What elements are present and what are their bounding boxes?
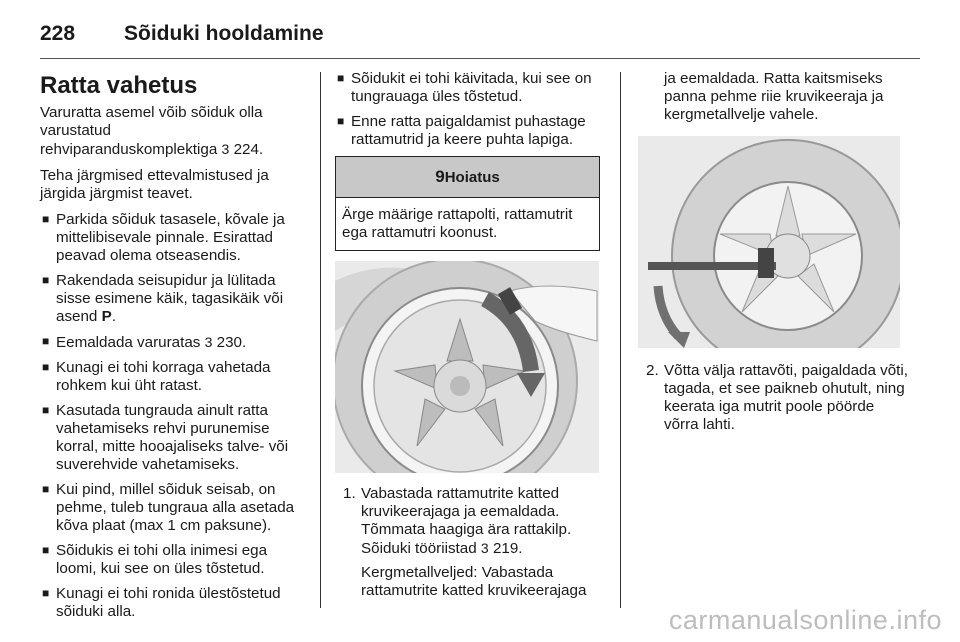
column-divider [620,72,621,608]
step-text [361,485,603,558]
intro-line-2: varustatud [40,122,111,139]
warning-title: Hoiatus [444,169,500,186]
column-1 [40,70,305,628]
header-divider [40,58,920,59]
list-item-text: Rakendada seisupidur ja lülitada sisse esimene käik, tagasikäik või asend [56,272,284,325]
list-item: ■ Sõidukit ei tohi käivitada, kui see on tungrauaga üles tõstetud. [335,70,603,106]
step-note: Kergmetallveljed: Vabastada rattamutrite katted kruvikeerajaga [361,564,587,599]
intro-ref-page[interactable]: 224. [233,141,264,158]
reference-arrow-icon: 3 [204,334,213,350]
warning-header [336,157,599,198]
page-number: 228 [40,22,76,45]
preparation-list [40,211,305,621]
list-item-text: Eemaldada varuratas [56,334,201,351]
list-item: ■ Kunagi ei tohi korraga vahetada rohkem kui üht ratast. [40,359,305,395]
page-title: Sõiduki hooldamine [124,22,324,45]
page-reference[interactable]: 230. [216,334,247,351]
step-list [638,362,908,434]
step-text-main: Vabastada rattamutrite katted kruvikeerajaga ja eemaldada. Tõmmata haagiga ära rattakilp. Sõiduki tööriistad [361,485,572,557]
column-divider [320,72,321,608]
step-text: Võtta välja rattavõti, paigaldada võti, tagada, et see paikneb ohutult, ning keerata iga mutrit poole pöörde võrra lahti. [664,362,908,433]
gear-position-label: P [101,308,112,325]
intro-line-1: Varuratta asemel võib sõiduk olla [40,104,263,121]
step-list [335,485,603,600]
wheel-wrench-image [638,136,900,348]
warning-box [335,156,600,251]
hubcap-removal-illustration [335,261,599,473]
list-item [40,333,305,352]
column-3 [638,70,908,441]
step-item-2 [638,362,908,434]
page-header [40,12,920,52]
list-item [40,272,305,326]
list-item: ■ Kui pind, millel sõiduk seisab, on pehme, tuleb tungraua alla asetada kõva plaat (max 1 cm paksune). [40,481,305,535]
reference-arrow-icon: 3 [480,540,489,556]
list-item: ■ Sõidukis ei tohi olla inimesi ega loomi, kui see on üles tõstetud. [40,542,305,578]
watermark: carmanualsonline.info [668,605,942,635]
step-number: 1. [343,485,356,502]
lug-wrench-illustration [638,136,900,348]
section-title: Ratta vahetus [40,72,198,99]
step-number: 2. [646,362,659,379]
list-item-end: . [111,308,116,325]
list-item: ■ Parkida sõiduk tasasele, kõvale ja mittelibisevale pinnale. Esirattad peavad olema otseasendis. [40,211,305,265]
safety-list [335,70,603,149]
wheel-cover-image [335,261,599,473]
warning-icon: 9 [435,167,445,186]
reference-arrow-icon: 3 [221,141,230,157]
intro-paragraph-2: Teha järgmised ettevalmistused ja järgida järgmist teavet. [40,167,269,202]
intro-line-3: rehviparanduskomplektiga [40,141,218,158]
list-item: ■ Kunagi ei tohi ronida ülestõstetud sõiduki alla. [40,585,305,621]
page-reference[interactable]: 219. [492,540,523,557]
list-item: ■ Enne ratta paigaldamist puhastage rattamutrid ja keere puhta lapiga. [335,113,603,149]
warning-text: Ärge määrige rattapolti, rattamutrit ega rattamutri koonust. [342,206,573,241]
step-continuation: ja eemaldada. Ratta kaitsmiseks panna pehme riie kruvikeeraja ja kergmetallvelje vahele. [664,70,884,123]
column-2 [335,70,603,607]
intro-paragraph [40,104,305,159]
step-item-1 [335,485,603,600]
list-item: ■ Kasutada tungrauda ainult ratta vahetamiseks rehvi purunemise korral, mitte hooajaliseks talve- või suverehvide vahetamiseks. [40,402,305,474]
